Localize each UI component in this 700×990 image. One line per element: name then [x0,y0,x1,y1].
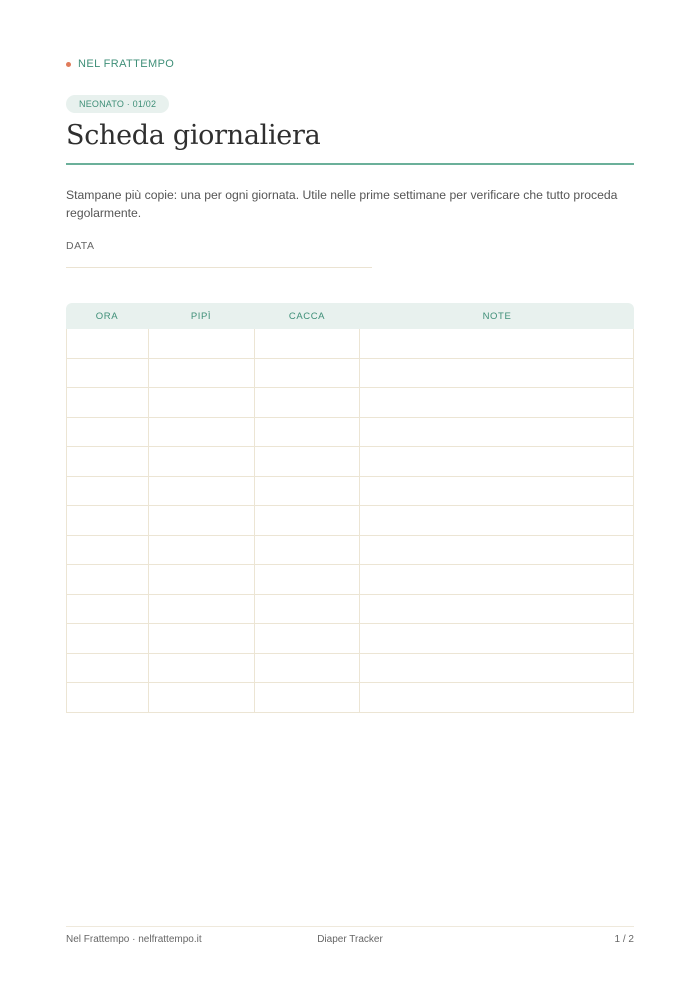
pipi-cell[interactable] [149,477,255,506]
table-row [67,447,634,477]
pipi-cell[interactable] [149,506,255,535]
table-row [67,388,634,418]
note-cell[interactable] [360,447,634,476]
table-row [67,506,634,536]
section-badge: NEONATO · 01/02 [66,95,169,113]
note-cell[interactable] [360,565,634,594]
pipi-cell[interactable] [149,595,255,624]
page-title: Scheda giornaliera [66,120,321,151]
cacca-cell[interactable] [255,329,361,358]
cacca-cell[interactable] [255,359,361,388]
cacca-cell[interactable] [255,624,361,653]
table-row [67,595,634,625]
diaper-log-table [66,303,634,713]
note-cell[interactable] [360,506,634,535]
note-cell[interactable] [360,359,634,388]
note-cell[interactable] [360,477,634,506]
ora-cell[interactable] [67,418,149,447]
note-cell[interactable] [360,595,634,624]
date-label: DATA [66,240,95,252]
pipi-cell[interactable] [149,624,255,653]
column-header-pipi: PIPÌ [190,310,212,322]
column-header-cacca: CACCA [288,310,326,322]
pipi-cell[interactable] [149,565,255,594]
cacca-cell[interactable] [255,565,361,594]
pipi-cell[interactable] [149,329,255,358]
pipi-cell[interactable] [149,418,255,447]
date-field[interactable] [66,267,372,268]
cacca-cell[interactable] [255,683,361,712]
ora-cell[interactable] [67,359,149,388]
table-row [67,565,634,595]
pipi-cell[interactable] [149,447,255,476]
ora-cell[interactable] [67,447,149,476]
table-row [67,624,634,654]
note-cell[interactable] [360,654,634,683]
table-row [67,683,634,713]
title-underline [66,163,634,165]
footer-divider [66,926,634,927]
note-cell[interactable] [360,329,634,358]
note-cell[interactable] [360,624,634,653]
column-header-note: NOTE [482,310,512,322]
pipi-cell[interactable] [149,359,255,388]
note-cell[interactable] [360,418,634,447]
ora-cell[interactable] [67,595,149,624]
footer-page-number: 1 / 2 [614,934,634,945]
cacca-cell[interactable] [255,477,361,506]
pipi-cell[interactable] [149,654,255,683]
brand [66,58,174,70]
table-row [67,477,634,507]
note-cell[interactable] [360,683,634,712]
ora-cell[interactable] [67,477,149,506]
table-row [67,418,634,448]
ora-cell[interactable] [67,329,149,358]
ora-cell[interactable] [67,536,149,565]
cacca-cell[interactable] [255,388,361,417]
cacca-cell[interactable] [255,654,361,683]
footer-site: Nel Frattempo · nelfrattempo.it [66,934,202,945]
cacca-cell[interactable] [255,506,361,535]
pipi-cell[interactable] [149,683,255,712]
brand-dot-icon [66,62,71,67]
table-row [67,359,634,389]
cacca-cell[interactable] [255,595,361,624]
table-body [66,329,634,713]
note-cell[interactable] [360,536,634,565]
cacca-cell[interactable] [255,418,361,447]
ora-cell[interactable] [67,506,149,535]
ora-cell[interactable] [67,565,149,594]
column-header-ora: ORA [95,310,119,322]
table-header [66,303,634,329]
table-row [67,654,634,684]
table-row [67,329,634,359]
pipi-cell[interactable] [149,536,255,565]
ora-cell[interactable] [67,683,149,712]
footer-document-name: Diaper Tracker [317,934,383,945]
ora-cell[interactable] [67,624,149,653]
pipi-cell[interactable] [149,388,255,417]
note-cell[interactable] [360,388,634,417]
intro-text: Stampane più copie: una per ogni giornata. Utile nelle prime settimane per verificare che tutto proceda regolarmente. [66,188,618,220]
brand-name: NEL FRATTEMPO [78,58,175,70]
ora-cell[interactable] [67,388,149,417]
cacca-cell[interactable] [255,447,361,476]
cacca-cell[interactable] [255,536,361,565]
table-row [67,536,634,566]
ora-cell[interactable] [67,654,149,683]
